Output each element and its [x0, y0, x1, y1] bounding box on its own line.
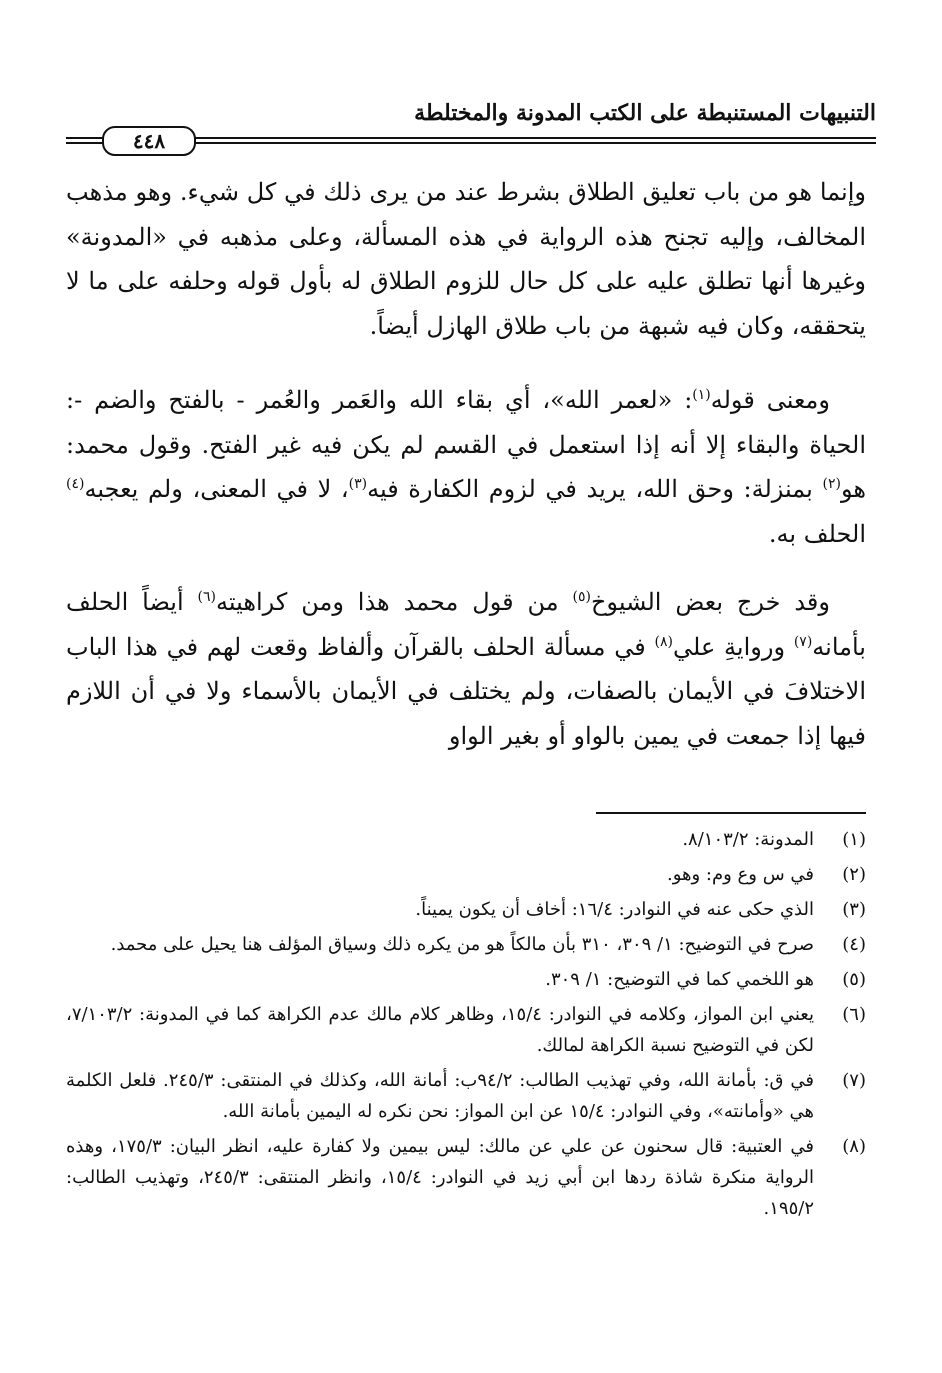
footnote-ref-2[interactable]: (٢)	[822, 476, 841, 492]
footnote-text: في س وع وم: وهو.	[666, 864, 814, 885]
text-run: ومعنى قوله	[710, 386, 831, 414]
paragraph-2	[66, 378, 866, 556]
footnote-5	[66, 964, 866, 995]
footnote-text: في ق: بأمانة الله، وفي تهذيب الطالب: ٩٤/٢ب: أمانة الله، وكذلك في المنتقى: ٢٤٥/٣. فلعل الكلمة هي «وأمانته»، وفي النوادر: ١٥/٤ عن ابن المواز: نحن نكره له اليمين بأمانة الله.	[66, 1070, 814, 1122]
text-run: من قول محمد هذا ومن كراهيته	[215, 588, 573, 616]
footnote-number: (١)	[842, 829, 866, 850]
footnotes	[66, 824, 866, 1228]
footnote-ref-7[interactable]: (٧)	[793, 633, 813, 650]
footnote-number: (٣)	[842, 899, 866, 920]
text-run: في مسألة الحلف بالقرآن وألفاظ وقعت لهم في هذا الباب الاختلافَ في الأيمان بالصفات، ولم يختلف في الأيمان بالأسماء ولا في أن اللازم فيها إذا جمعت في يمين بالواو أو بغير الواو	[66, 632, 866, 750]
text-run: وروايةِ علي	[673, 632, 794, 661]
page-header	[66, 100, 876, 160]
footnote-number: (٢)	[842, 864, 866, 885]
footnote-7	[66, 1065, 866, 1127]
footnote-number: (٦)	[842, 1004, 866, 1025]
footnote-number: (٥)	[842, 969, 866, 990]
main-text	[66, 170, 866, 758]
footnote-text: المدونة: ٨/١٠٣/٢.	[682, 829, 814, 850]
footnote-ref-6[interactable]: (٦)	[197, 589, 216, 605]
footnote-2	[66, 859, 866, 890]
paragraph-1: وإنما هو من باب تعليق الطلاق بشرط عند من يرى ذلك في كل شيء. وهو مذهب المخالف، وإليه تجنح هذه الرواية في هذه المسألة، وعلى مذهبه في «المدونة» وغيرها أنها تطلق عليه على كل حال للزوم الطلاق له بأول قوله وحلفه على ما لا يتحققه، وكان فيه شبهة من باب طلاق الهازل أيضاً.	[66, 178, 866, 340]
footnote-6	[66, 999, 866, 1061]
text-run: الحلف به.	[768, 519, 866, 548]
running-title: التنبيهات المستنبطة على الكتب المدونة والمختلطة	[414, 100, 876, 126]
footnote-text: صرح في التوضيح: ١/ ٣٠٩، ٣١٠ بأن مالكاً هو من يكره ذلك وسياق المؤلف هنا يحيل على محمد.	[110, 934, 814, 955]
footnote-ref-4[interactable]: (٤)	[66, 476, 85, 492]
text-run: أيضاً الحلف بأمانه	[66, 588, 866, 661]
text-run: بمنزلة: وحق الله، يريد في لزوم الكفارة فيه	[367, 475, 823, 503]
text-run: وقد خرج بعض الشيوخ	[590, 588, 830, 616]
footnote-ref-3[interactable]: (٣)	[348, 476, 368, 492]
footnote-text: في العتبية: قال سحنون عن علي عن مالك: ليس بيمين ولا كفارة عليه، انظر البيان: ١٧٥/٣، وهذه الرواية منكرة شاذة ردها ابن أبي زيد في النوادر: ١٥/٤، وانظر المنتقى: ٢٤٥/٣، وتهذيب الطالب: ١٩٥/٢.	[66, 1136, 815, 1219]
footnote-ref-8[interactable]: (٨)	[654, 633, 673, 650]
footnote-ref-1[interactable]: (١)	[692, 387, 711, 403]
page-number: ٤٤٨	[102, 126, 196, 156]
footnote-8	[66, 1131, 866, 1224]
footnote-text: يعني ابن المواز، وكلامه في النوادر: ١٥/٤، وظاهر كلام مالك عدم الكراهة كما في المدونة: ٧/١٠٣/٢، لكن في التوضيح نسبة الكراهة لمالك.	[66, 1004, 814, 1056]
footnote-text: هو اللخمي كما في التوضيح: ١/ ٣٠٩.	[545, 969, 814, 990]
footnote-text: الذي حكى عنه في النوادر: ١٦/٤: أخاف أن يكون يميناً.	[415, 899, 814, 920]
footnote-ref-5[interactable]: (٥)	[572, 589, 591, 605]
paragraph-3	[66, 580, 866, 758]
footnote-1	[66, 824, 866, 855]
footnote-number: (٤)	[842, 934, 866, 955]
text-run: ، لا في المعنى، ولم يعجبه	[84, 475, 349, 503]
footnote-4	[66, 929, 866, 960]
footnote-number: (٨)	[842, 1136, 866, 1157]
text-run: : «لعمر الله»، أي بقاء الله والعَمر والعُمر - بالفتح والضم -: الحياة والبقاء إلا أنه إذا استعمل في القسم لم يكن فيه غير الفتح. وقول محمد: هو	[66, 386, 866, 503]
footnote-3	[66, 894, 866, 925]
footnote-separator	[596, 812, 866, 814]
footnote-number: (٧)	[842, 1070, 866, 1091]
